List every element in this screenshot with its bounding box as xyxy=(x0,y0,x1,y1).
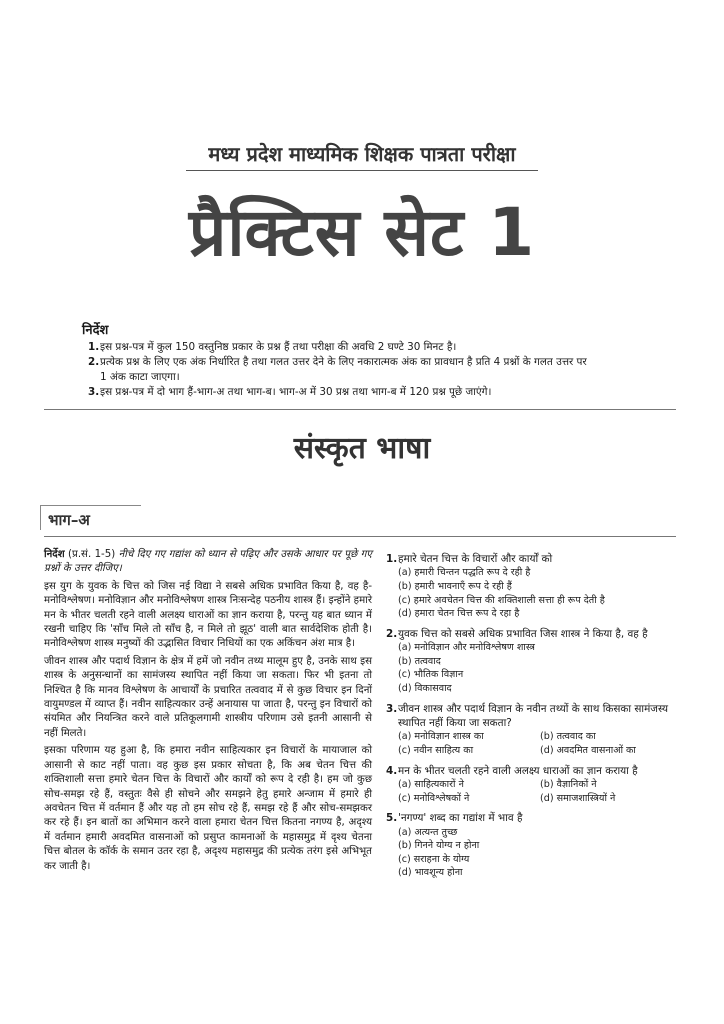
option: (c) मनोविश्लेषकों ने xyxy=(398,792,470,804)
question-number: 1. xyxy=(386,553,398,565)
option: (d) भावशून्य होना xyxy=(398,867,463,879)
option: (d) विकासवाद xyxy=(398,682,452,694)
option: (c) सराहना के योग्य xyxy=(398,853,470,865)
option: (d) अवदमित वासनाओं का xyxy=(540,744,636,756)
instructions-list xyxy=(88,340,588,400)
instruction-text: प्रत्येक प्रश्न के लिए एक अंक निर्धारित है तथा गलत उत्तर देने के लिए नकारात्मक अंक का प्रावधान है प्रति 4 प्रश्नों के गलत उत्तर पर 1 अंक काटा जाएगा। xyxy=(100,356,587,383)
instruction-item xyxy=(88,385,588,400)
direction-label: निर्देश xyxy=(44,549,65,560)
option: (a) साहित्यकारों ने xyxy=(398,778,464,790)
option: (c) नवीन साहित्य का xyxy=(398,744,474,756)
question-stem: युवक चित्त को सबसे अधिक प्रभावित जिस शास्त्र ने किया है, वह है xyxy=(398,627,648,640)
option: (a) अत्यन्त तुच्छ xyxy=(398,826,458,838)
option: (a) हमारी चिन्तन पद्धति रूप दे रही है xyxy=(398,567,531,579)
questions-column xyxy=(386,552,682,886)
question xyxy=(386,552,682,621)
option: (b) तत्ववाद xyxy=(398,655,441,667)
instruction-text: इस प्रश्न-पत्र में दो भाग हैं-भाग-अ तथा भाग-ब। भाग-अ में 30 प्रश्न तथा भाग-ब में 120 प्रश्न पूछे जाएंगे। xyxy=(100,386,492,398)
option: (a) मनोविज्ञान शास्त्र का xyxy=(398,731,484,743)
option: (b) तत्ववाद का xyxy=(540,731,596,743)
instruction-text: इस प्रश्न-पत्र में कुल 150 वस्तुनिष्ठ प्रकार के प्रश्न हैं तथा परीक्षा की अवधि 2 घण्टे 30 मिनट है। xyxy=(100,341,457,353)
direction-text: नीचे दिए गए गद्यांश को ध्यान से पढ़िए और उसके आधार पर पूछे गए प्रश्नों के उत्तर दीजिए। xyxy=(44,549,372,575)
question-stem: मन के भीतर चलती रहने वाली अलक्ष्य धाराओं का ज्ञान कराया है xyxy=(398,764,638,777)
question xyxy=(386,627,682,696)
instruction-number: 3. xyxy=(88,386,100,398)
options-list xyxy=(386,778,682,805)
exam-name: मध्य प्रदेश माध्यमिक शिक्षक पात्रता परीक्षा xyxy=(208,142,516,166)
instruction-item xyxy=(88,340,588,355)
passage-paragraph: इस युग के युवक के चित्त को जिस नई विद्या ने सबसे अधिक प्रभावित किया है, वह है-मनोविश्लेषण। मनोविज्ञान और मनोविश्लेषण शास्त्र निःसन्देह पठनीय शास्त्र हैं। इन्होंने हमारे मन के भीतर चलती रहने वाली अलक्ष्य धाराओं का ज्ञान कराया है, परन्तु यह बात ध्यान में रखनी चाहिए कि 'साँच मिले तो साँच है, न मिले तो झूठ' वाली बात सार्वदेशिक होती है। मनोविश्लेषण शास्त्र मनुष्यों की उद्भासित विचार निधियों का एक अकिंचन अंश मात्र है। xyxy=(44,580,372,650)
question-number: 2. xyxy=(386,627,398,640)
set-title: प्रैक्टिस सेट 1 xyxy=(188,194,536,271)
option: (b) गिनने योग्य न होना xyxy=(398,840,480,852)
option: (b) वैज्ञानिकों ने xyxy=(540,778,597,790)
options-list xyxy=(386,730,682,757)
passage-paragraph: इसका परिणाम यह हुआ है, कि हमारा नवीन साहित्यकार इन विचारों के मायाजाल को आसानी से काट नहीं पाता। वह कुछ इस प्रकार सोचता है, कि अब चेतन चित्त की शक्तिशाली सत्ता हमारे चेतन चित्त के विचारों और कार्यों को रूप दे रही है। हम जो कुछ सोच-समझ रहे हैं, वस्तुतः वैसे ही सोचने और समझने हेतु हमारे अन्जाम में हमारे ही अवचेतन चित्त में वर्तमान हैं और यह तो हम सोच रहे हैं, समझ रहे हैं और सोच-समझकर कर रहे हैं। इन बातों का अभिमान करने वाला हमारा चेतन चित्त कितना नगण्य है, अदृश्य में वर्तमान हमारी अवदमित वासनाओं को प्रसुप्त कामनाओं के महासमुद्र में दृश्य चेतना चित्त बोतल के कॉर्क के समान उतर रहा है, अदृश्य महासमुद्र की प्रत्येक तरंग इसे अभिभूत कर जाती है। xyxy=(44,745,372,872)
passage xyxy=(44,548,372,874)
question-number: 5. xyxy=(386,812,398,825)
direction-ref: (प्र.सं. 1-5) xyxy=(68,549,116,560)
question-number: 3. xyxy=(386,702,398,715)
question xyxy=(386,811,682,880)
options-list xyxy=(386,826,682,880)
option: (a) मनोविज्ञान और मनोविश्लेषण शास्त्र xyxy=(398,642,535,654)
divider xyxy=(44,409,676,410)
question-stem: जीवन शास्त्र और पदार्थ विज्ञान के नवीन तथ्यों के साथ किसका सामंजस्य स्थापित नहीं किया जा सकता? xyxy=(398,702,669,729)
options-list xyxy=(386,641,682,695)
instruction-number: 2. xyxy=(88,356,100,368)
question xyxy=(386,764,682,806)
subject-title: संस्कृत भाषा xyxy=(293,431,431,466)
divider xyxy=(44,536,676,537)
option: (c) भौतिक विज्ञान xyxy=(398,669,464,681)
options-list xyxy=(386,566,682,620)
part-label: भाग–अ xyxy=(48,511,90,529)
passage-paragraph: जीवन शास्त्र और पदार्थ विज्ञान के क्षेत्र में हमें जो नवीन तथ्य मालूम हुए है, उनके साथ इस शास्त्र के अनुसन्धानों का सामंजस्य स्थापित नहीं किया जा सकता। फिर भी इतना तो निश्चित है कि मानव विश्लेषण के आचार्यों के प्रचारित तत्ववाद में से कुछ विचार इन दिनों वायुमण्डल में व्याप्त हैं। नवीन साहित्यकार उन्हें अनायास पा जाता है, परन्तु इन विचारों को संयमित और नियन्त्रित करने वाले प्रतिकूलगामी शास्त्रीय परिणाम उसे इतनी आसानी से नहीं मिलते। xyxy=(44,655,372,739)
option: (c) हमारे अवचेतन चित्त की शक्तिशाली सत्ता ही रूप देती है xyxy=(398,594,605,606)
instruction-item xyxy=(88,355,588,385)
exam-name-underline xyxy=(186,170,538,171)
instructions-heading: निर्देश xyxy=(82,323,109,338)
instruction-number: 1. xyxy=(88,341,100,353)
question-stem: 'नगण्य' शब्द का गद्यांश में भाव है xyxy=(398,812,523,825)
passage-direction xyxy=(44,548,372,577)
question-stem: हमारे चेतन चित्त के विचारों और कार्यों को xyxy=(398,553,553,565)
question xyxy=(386,702,682,758)
option: (d) हमारा चेतन चित्त रूप दे रहा है xyxy=(398,608,520,620)
question-number: 4. xyxy=(386,764,398,777)
option: (b) हमारी भावनाएँ रूप दे रही हैं xyxy=(398,581,512,592)
option: (d) समाजशास्त्रियों ने xyxy=(540,792,616,804)
